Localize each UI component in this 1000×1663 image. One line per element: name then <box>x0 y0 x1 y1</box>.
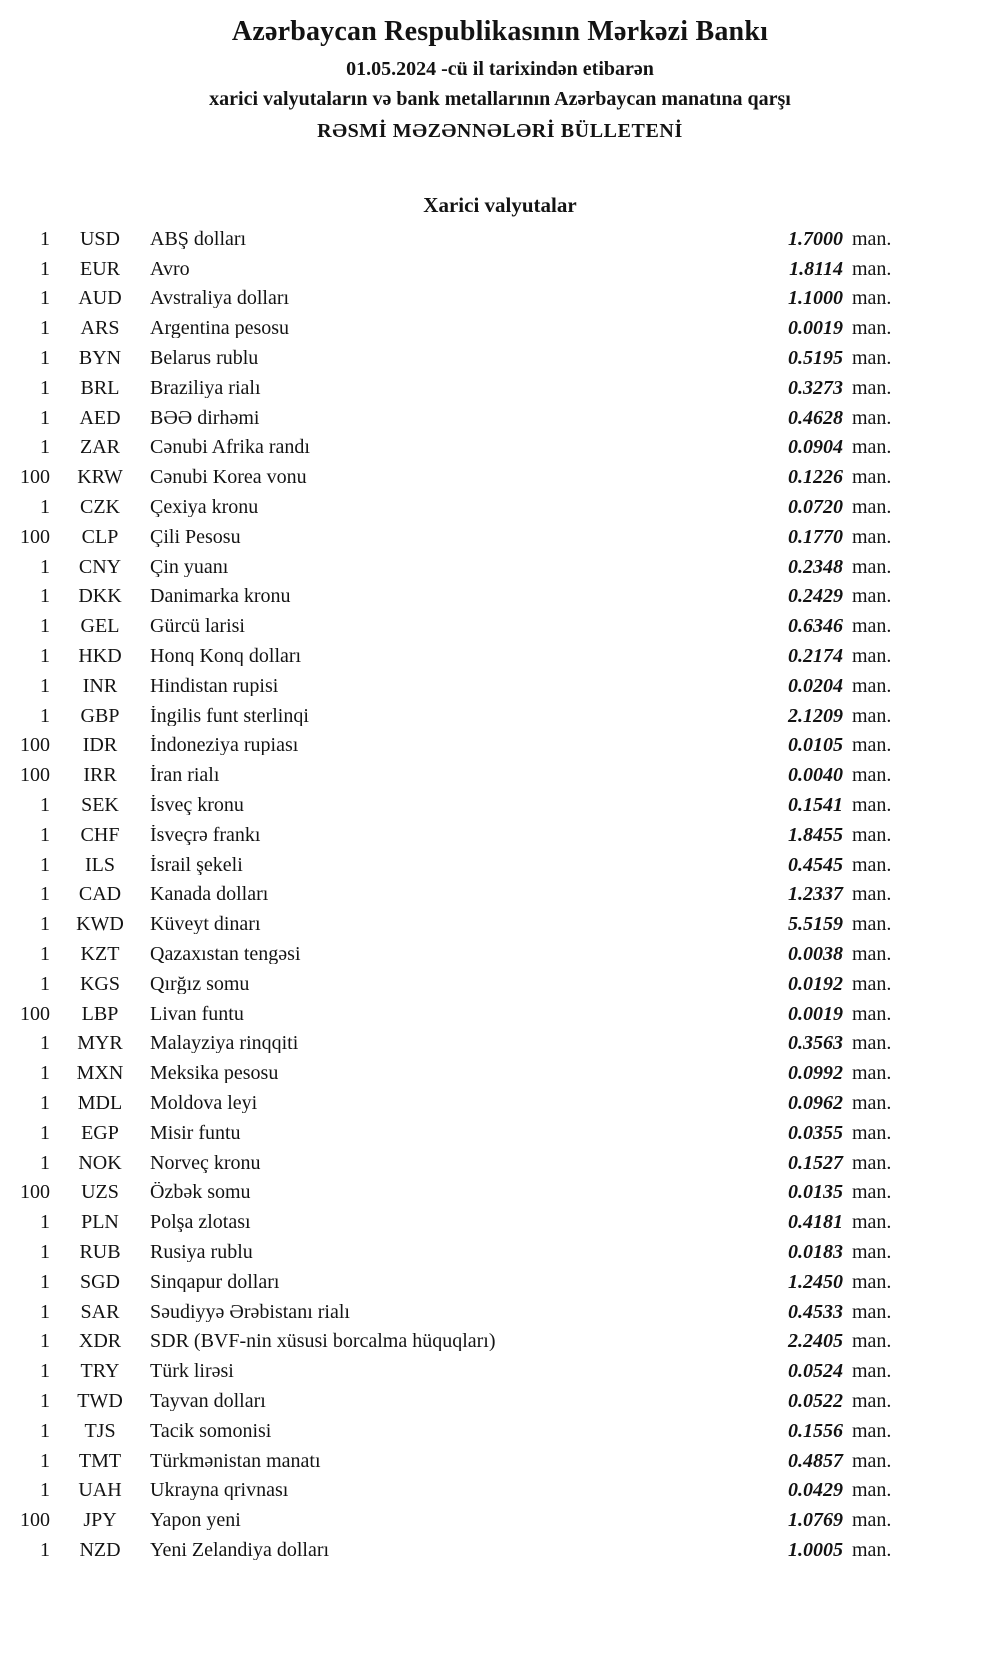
currency-unit: man. <box>852 1509 892 1532</box>
currency-code: CZK <box>80 496 120 519</box>
currency-unit: man. <box>852 1330 892 1353</box>
currency-row <box>8 1297 910 1327</box>
currency-name: Avro <box>150 258 190 279</box>
currency-rate: 0.0183 <box>788 1240 843 1263</box>
currency-name: Çexiya kronu <box>150 497 259 518</box>
currency-unit: man. <box>852 734 892 757</box>
currency-code: ILS <box>85 853 115 876</box>
currency-row <box>8 254 910 284</box>
currency-unit: man. <box>852 496 892 519</box>
currency-quantity: 1 <box>40 257 50 280</box>
currency-quantity: 1 <box>40 1330 50 1353</box>
currency-code: JPY <box>83 1509 117 1532</box>
currency-unit: man. <box>852 1538 892 1561</box>
bulletin-header <box>10 16 990 143</box>
currency-code: BRL <box>80 376 120 399</box>
currency-row <box>8 1446 910 1476</box>
currency-code: KZT <box>80 943 120 966</box>
currency-rate: 0.2174 <box>788 645 843 668</box>
currency-name: Cənubi Afrika randı <box>150 437 310 458</box>
currency-quantity: 1 <box>40 674 50 697</box>
currency-rate: 0.1541 <box>788 794 843 817</box>
currency-row <box>8 850 910 880</box>
currency-code: NOK <box>78 1151 122 1174</box>
currency-code: IRR <box>83 764 117 787</box>
currency-quantity: 1 <box>40 853 50 876</box>
currency-rate: 2.2405 <box>788 1330 843 1353</box>
currency-rate: 2.1209 <box>788 704 843 727</box>
currency-row <box>8 701 910 731</box>
currency-rate: 0.1527 <box>788 1151 843 1174</box>
currency-quantity: 1 <box>40 883 50 906</box>
currency-name: Kanada dolları <box>150 884 269 905</box>
currency-code: CLP <box>81 525 119 548</box>
currency-unit: man. <box>852 1360 892 1383</box>
currency-rate: 0.1770 <box>788 525 843 548</box>
currency-quantity: 1 <box>40 347 50 370</box>
currency-rate: 1.0005 <box>788 1538 843 1561</box>
currency-name: Belarus rublu <box>150 348 259 369</box>
currency-rate: 0.0962 <box>788 1092 843 1114</box>
currency-quantity: 1 <box>40 943 50 966</box>
currency-name: İsveçrə frankı <box>150 824 261 845</box>
currency-quantity: 1 <box>40 287 50 310</box>
currency-rate: 1.8455 <box>788 823 843 846</box>
effective-date-line: 01.05.2024 -cü il tarixindən etibarən <box>346 58 654 80</box>
currency-code: EUR <box>80 257 120 280</box>
currency-rate: 1.1000 <box>788 287 843 310</box>
currency-rate: 0.0040 <box>788 764 843 787</box>
currency-quantity: 1 <box>40 1360 50 1383</box>
currency-code: SAR <box>80 1300 120 1323</box>
currency-row <box>8 492 910 522</box>
currency-quantity: 1 <box>40 1270 50 1293</box>
currency-quantity: 1 <box>40 972 50 995</box>
currency-quantity: 100 <box>20 1002 50 1025</box>
currency-quantity: 1 <box>40 585 50 608</box>
currency-code: CAD <box>78 883 122 906</box>
currency-row <box>8 790 910 820</box>
currency-name: Cənubi Korea vonu <box>150 467 307 488</box>
currency-name: Braziliya rialı <box>150 377 261 398</box>
currency-rate: 0.0019 <box>788 317 843 340</box>
currency-name: Tayvan dolları <box>150 1390 266 1411</box>
currency-name: Qazaxıstan tengəsi <box>150 944 301 965</box>
currency-code: BYN <box>78 347 122 370</box>
section-title-foreign-currencies: Xarici valyutalar <box>423 193 577 217</box>
currency-rate: 0.0192 <box>788 972 843 995</box>
currency-row <box>8 1118 910 1148</box>
currency-quantity: 1 <box>40 704 50 727</box>
currency-quantity: 1 <box>40 1479 50 1502</box>
currency-code: CNY <box>78 555 122 578</box>
currency-quantity: 1 <box>40 406 50 429</box>
currency-unit: man. <box>852 1151 892 1174</box>
currency-name: Türkmənistan manatı <box>150 1450 321 1471</box>
currency-unit: man. <box>852 1419 892 1442</box>
currency-rate: 5.5159 <box>788 913 843 936</box>
currency-unit: man. <box>852 287 892 310</box>
currency-code: EGP <box>81 1121 119 1144</box>
currency-rate: 0.3563 <box>788 1032 843 1055</box>
currency-unit: man. <box>852 436 892 459</box>
currency-row <box>8 1475 910 1505</box>
currency-unit: man. <box>852 257 892 280</box>
currency-name: Misir funtu <box>150 1122 241 1143</box>
currency-code: MDL <box>77 1092 123 1114</box>
currency-rate: 0.0204 <box>788 674 843 697</box>
currency-rate: 0.0992 <box>788 1062 843 1085</box>
currency-rate: 0.1556 <box>788 1419 843 1442</box>
currency-unit: man. <box>852 913 892 936</box>
currency-rate: 0.5195 <box>788 347 843 370</box>
currency-name: Səudiyyə Ərəbistanı rialı <box>150 1301 350 1322</box>
currency-unit: man. <box>852 406 892 429</box>
currency-rate: 0.1226 <box>788 466 843 489</box>
currency-name: Honq Konq dolları <box>150 646 302 667</box>
currency-row <box>8 284 910 314</box>
currency-quantity: 1 <box>40 376 50 399</box>
currency-rate: 1.2450 <box>788 1270 843 1293</box>
currency-name: Çin yuanı <box>150 556 229 577</box>
currency-row <box>8 462 910 492</box>
currency-unit: man. <box>852 972 892 995</box>
currency-quantity: 1 <box>40 555 50 578</box>
currency-quantity: 1 <box>40 1300 50 1323</box>
currency-rate: 0.4628 <box>788 406 843 429</box>
currency-name: Livan funtu <box>150 1003 244 1024</box>
currency-quantity: 1 <box>40 436 50 459</box>
currency-row <box>8 880 910 910</box>
currency-unit: man. <box>852 376 892 399</box>
currency-name: Küveyt dinarı <box>150 914 261 935</box>
currency-unit: man. <box>852 1062 892 1085</box>
currency-code: LBP <box>81 1002 119 1025</box>
currency-quantity: 1 <box>40 1151 50 1174</box>
currency-quantity: 1 <box>40 1240 50 1263</box>
currency-rate: 0.6346 <box>788 615 843 638</box>
currency-name: SDR (BVF-nin xüsusi borcalma hüquqları) <box>150 1331 496 1352</box>
currency-row <box>8 760 910 790</box>
currency-rate: 0.0429 <box>788 1479 843 1502</box>
currency-code: RUB <box>79 1240 121 1263</box>
currency-unit: man. <box>852 1211 892 1234</box>
currency-unit: man. <box>852 853 892 876</box>
currency-code: KRW <box>77 466 123 489</box>
currency-rate: 0.0135 <box>788 1181 843 1204</box>
currency-rate: 0.0904 <box>788 436 843 459</box>
currency-code: HKD <box>78 645 122 668</box>
currency-row <box>8 1058 910 1088</box>
currency-quantity: 1 <box>40 1419 50 1442</box>
currency-name: Malayziya rinqqiti <box>150 1033 299 1054</box>
currency-code: INR <box>82 674 118 697</box>
currency-unit: man. <box>852 704 892 727</box>
currency-code: SEK <box>81 794 119 817</box>
currency-unit: man. <box>852 1092 892 1114</box>
currency-unit: man. <box>852 1389 892 1412</box>
currency-name: Özbək somu <box>150 1182 251 1203</box>
currency-row <box>8 1505 910 1535</box>
currency-quantity: 1 <box>40 823 50 846</box>
currency-code: GBP <box>80 704 120 727</box>
currency-unit: man. <box>852 1479 892 1502</box>
currency-quantity: 100 <box>20 525 50 548</box>
currency-name: ABŞ dolları <box>150 228 247 249</box>
currency-rate: 0.4533 <box>788 1300 843 1323</box>
currency-name: Sinqapur dolları <box>150 1271 280 1292</box>
currency-unit: man. <box>852 674 892 697</box>
currency-unit: man. <box>852 555 892 578</box>
currency-rate: 0.0105 <box>788 734 843 757</box>
currency-code: CHF <box>80 823 120 846</box>
currency-quantity: 1 <box>40 1449 50 1472</box>
currency-code: XDR <box>78 1330 122 1353</box>
currency-row <box>8 999 910 1029</box>
currency-code: AED <box>79 406 121 429</box>
currency-row <box>8 969 910 999</box>
currency-code: TWD <box>77 1389 123 1412</box>
currency-quantity: 1 <box>40 1389 50 1412</box>
currency-name: İsveç kronu <box>150 795 244 816</box>
currency-name: Rusiya rublu <box>150 1241 253 1262</box>
currency-row <box>8 522 910 552</box>
currency-row <box>8 671 910 701</box>
currency-unit: man. <box>852 1181 892 1204</box>
currency-name: Qırğız somu <box>150 973 250 994</box>
currency-unit: man. <box>852 1300 892 1323</box>
currency-code: PLN <box>81 1211 119 1234</box>
currency-row <box>8 403 910 433</box>
currency-name: Türk lirəsi <box>150 1361 234 1382</box>
currency-quantity: 100 <box>20 1509 50 1532</box>
currency-name: İran rialı <box>150 765 220 786</box>
currency-code: NZD <box>79 1538 121 1561</box>
currency-row <box>8 731 910 761</box>
currency-row <box>8 641 910 671</box>
currency-rate: 0.4545 <box>788 853 843 876</box>
currency-name: Hindistan rupisi <box>150 675 279 696</box>
currency-code: TJS <box>84 1419 116 1442</box>
currency-unit: man. <box>852 764 892 787</box>
currency-name: Ukrayna qrivnası <box>150 1480 289 1501</box>
currency-quantity: 100 <box>20 466 50 489</box>
currency-unit: man. <box>852 883 892 906</box>
currency-rate: 0.2429 <box>788 585 843 608</box>
subtitle-line: xarici valyutaların və bank metallarının Azərbaycan manatına qarşı <box>209 88 791 110</box>
currency-row <box>8 909 910 939</box>
currency-row <box>8 313 910 343</box>
currency-code: UAH <box>78 1479 122 1502</box>
currency-quantity: 1 <box>40 1121 50 1144</box>
currency-code: KWD <box>76 913 124 936</box>
currency-rate: 0.0355 <box>788 1121 843 1144</box>
bulletin-title: RƏSMİ MƏZƏNNƏLƏRİ BÜLLETENİ <box>317 120 683 142</box>
currency-row <box>8 1207 910 1237</box>
currency-row <box>8 552 910 582</box>
currency-row <box>8 1356 910 1386</box>
currency-row <box>8 1088 910 1118</box>
currency-code: USD <box>79 227 120 250</box>
currency-name: Avstraliya dolları <box>150 288 290 309</box>
currency-unit: man. <box>852 466 892 489</box>
currency-quantity: 1 <box>40 913 50 936</box>
currency-row <box>8 1029 910 1059</box>
currency-row <box>8 1267 910 1297</box>
currency-row <box>8 343 910 373</box>
currency-name: Çili Pesosu <box>150 526 241 547</box>
currency-row <box>8 1416 910 1446</box>
currency-name: Gürcü larisi <box>150 616 245 637</box>
currency-quantity: 1 <box>40 1032 50 1055</box>
exchange-rates-table <box>8 224 910 1565</box>
currency-row <box>8 1535 910 1565</box>
currency-rate: 0.0038 <box>788 943 843 966</box>
currency-code: MXN <box>76 1062 124 1085</box>
currency-code: TMT <box>78 1449 122 1472</box>
currency-unit: man. <box>852 227 892 250</box>
currency-rate: 0.3273 <box>788 376 843 399</box>
currency-unit: man. <box>852 1240 892 1263</box>
currency-unit: man. <box>852 1002 892 1025</box>
currency-rate: 0.0524 <box>788 1360 843 1383</box>
currency-rate: 0.4181 <box>788 1211 843 1234</box>
currency-row <box>8 939 910 969</box>
currency-row <box>8 1326 910 1356</box>
currency-row <box>8 1178 910 1208</box>
currency-name: Yeni Zelandiya dolları <box>150 1539 330 1560</box>
currency-unit: man. <box>852 1449 892 1472</box>
currency-unit: man. <box>852 794 892 817</box>
currency-code: SGD <box>79 1270 120 1293</box>
currency-quantity: 1 <box>40 1092 50 1114</box>
currency-quantity: 1 <box>40 1538 50 1561</box>
currency-code: TRY <box>80 1360 120 1383</box>
currency-unit: man. <box>852 823 892 846</box>
currency-name: Meksika pesosu <box>150 1063 279 1084</box>
currency-row <box>8 1148 910 1178</box>
currency-code: KGS <box>79 972 120 995</box>
currency-rate: 1.2337 <box>788 883 843 906</box>
currency-name: İndoneziya rupiası <box>150 735 299 756</box>
currency-name: Moldova leyi <box>150 1093 258 1113</box>
currency-quantity: 1 <box>40 317 50 340</box>
currency-name: Polşa zlotası <box>150 1212 251 1233</box>
currency-row <box>8 373 910 403</box>
currency-rate: 0.2348 <box>788 555 843 578</box>
currency-name: İngilis funt sterlinqi <box>150 705 309 726</box>
currency-unit: man. <box>852 585 892 608</box>
currency-code: GEL <box>80 615 120 638</box>
currency-rate: 0.0720 <box>788 496 843 519</box>
currency-code: MYR <box>77 1032 123 1055</box>
currency-rate: 1.8114 <box>789 257 843 280</box>
currency-rate: 0.0522 <box>788 1389 843 1412</box>
currency-row <box>8 582 910 612</box>
currency-name: Yapon yeni <box>150 1510 241 1531</box>
currency-quantity: 1 <box>40 1062 50 1085</box>
currency-row <box>8 611 910 641</box>
currency-code: AUD <box>78 287 122 310</box>
currency-name: BƏƏ dirhəmi <box>150 407 260 428</box>
currency-quantity: 100 <box>20 1181 50 1204</box>
currency-unit: man. <box>852 615 892 638</box>
currency-unit: man. <box>852 1121 892 1144</box>
currency-rate: 1.0769 <box>788 1509 843 1532</box>
currency-quantity: 1 <box>40 615 50 638</box>
currency-code: IDR <box>82 734 118 757</box>
currency-row <box>8 820 910 850</box>
currency-unit: man. <box>852 347 892 370</box>
currency-name: İsrail şekeli <box>150 854 243 875</box>
currency-code: UZS <box>81 1181 119 1204</box>
currency-quantity: 1 <box>40 227 50 250</box>
currency-unit: man. <box>852 1270 892 1293</box>
currency-code: ARS <box>80 317 120 340</box>
currency-row <box>8 1237 910 1267</box>
currency-unit: man. <box>852 645 892 668</box>
currency-quantity: 100 <box>20 734 50 757</box>
currency-row <box>8 1386 910 1416</box>
currency-unit: man. <box>852 1032 892 1055</box>
currency-name: Tacik somonisi <box>150 1420 272 1441</box>
bank-name-title: Azərbaycan Respublikasının Mərkəzi Bankı <box>231 16 769 47</box>
currency-name: Danimarka kronu <box>150 586 291 607</box>
currency-name: Argentina pesosu <box>150 318 290 339</box>
currency-row <box>8 224 910 254</box>
currency-name: Norveç kronu <box>150 1152 261 1173</box>
currency-quantity: 1 <box>40 1211 50 1234</box>
currency-unit: man. <box>852 525 892 548</box>
currency-rate: 0.0019 <box>788 1002 843 1025</box>
currency-unit: man. <box>852 943 892 966</box>
currency-rate: 1.7000 <box>788 227 843 250</box>
currency-quantity: 1 <box>40 645 50 668</box>
currency-rate: 0.4857 <box>788 1449 843 1472</box>
currency-quantity: 1 <box>40 496 50 519</box>
currency-code: ZAR <box>80 436 120 459</box>
currency-row <box>8 433 910 463</box>
currency-code: DKK <box>78 585 122 608</box>
currency-quantity: 1 <box>40 794 50 817</box>
currency-unit: man. <box>852 317 892 340</box>
currency-quantity: 100 <box>20 764 50 787</box>
